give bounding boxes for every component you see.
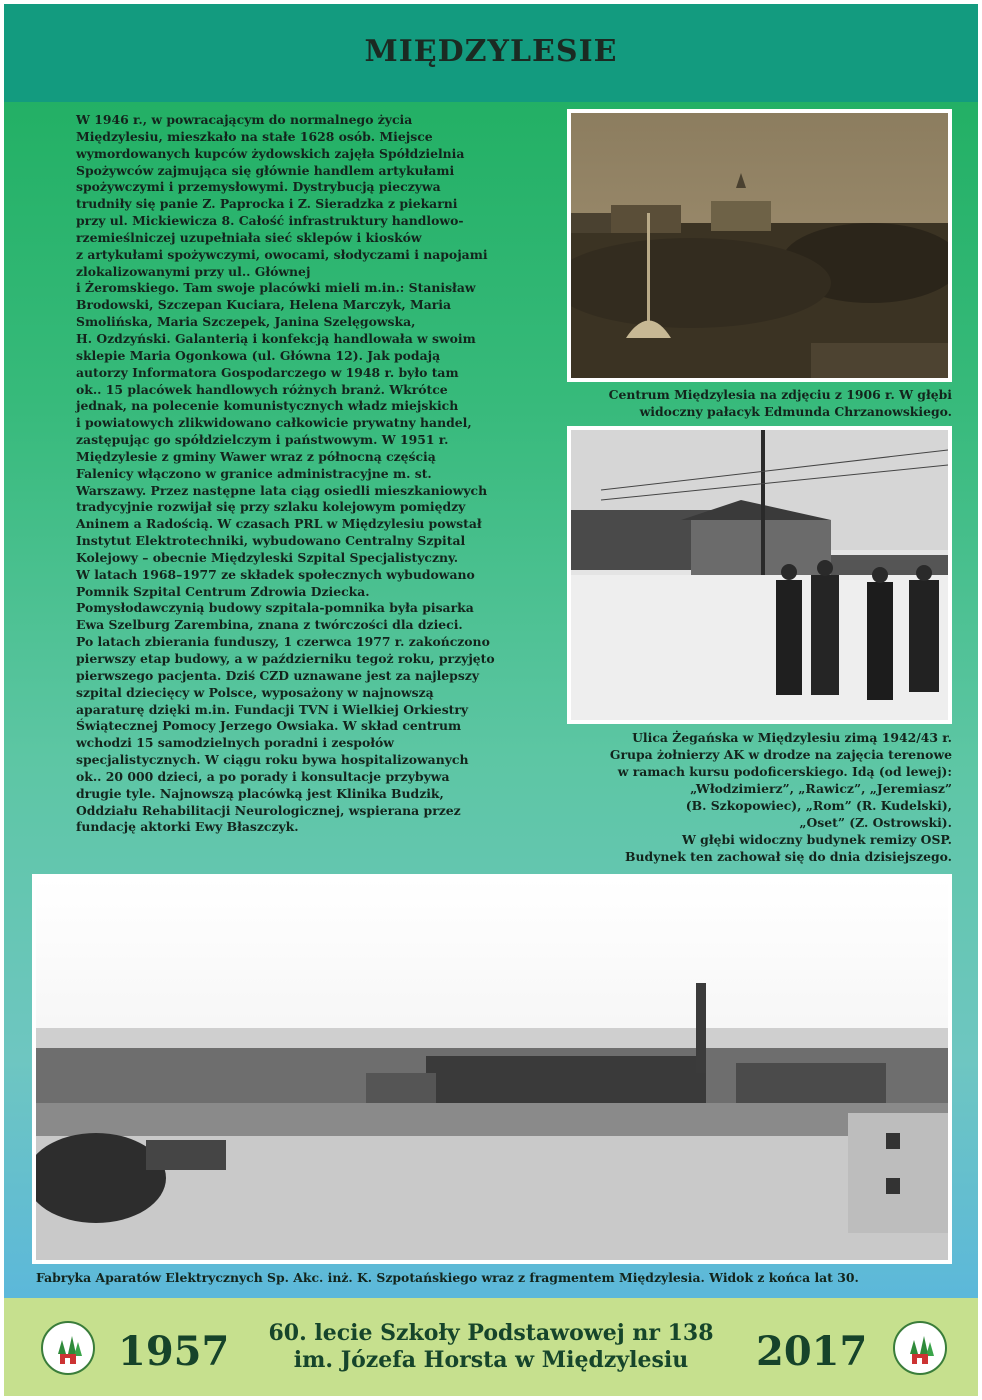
poster (4, 4, 978, 1396)
photo-zeganska-street-winter (567, 426, 952, 724)
photo-town-center-1906-image (571, 113, 948, 378)
page-title: MIĘDZYLESIE (364, 34, 618, 69)
caption-photo2: Ulica Żegańska w Międzylesiu zimą 1942/43 r. Grupa żołnierzy AK w drodze na zajęcia terenowe w ramach kursu podoficerskiego. Idą (od lewej): „Włodzimierz”, „Rawicz”, „Jeremiasz” (B. Szkopowiec), „Rom” (R. Kudelski), „Oset” (Z. Ostrowski). W głębi widoczny budynek remizy OSP. Budynek ten zachował się do dnia dzisiejszego. (609, 730, 952, 864)
year-founded: 1957 (118, 1328, 230, 1375)
caption-photo1: Centrum Międzylesia na zdjęciu z 1906 r. W głębi widoczny pałacyk Edmunda Chrzanowskiego. (608, 387, 952, 419)
year-anniversary: 2017 (756, 1328, 868, 1375)
school-logo-left (40, 1320, 96, 1376)
school-logo-icon (40, 1320, 96, 1376)
header-band (4, 4, 978, 102)
school-name (234, 1320, 748, 1374)
footer-band (4, 1298, 978, 1396)
caption-photo3: Fabryka Aparatów Elektrycznych Sp. Akc. inż. K. Szpotańskiego wraz z fragmentem Międzylesia. Widok z końca lat 30. (36, 1270, 859, 1285)
photo-factory-panorama-image (36, 878, 948, 1260)
school-logo-icon (892, 1320, 948, 1376)
photo-zeganska-street-winter-image (571, 430, 948, 720)
photo-factory-panorama (32, 874, 952, 1264)
school-name-line1: 60. lecie Szkoły Podstawowej nr 138 (268, 1320, 714, 1346)
photo-town-center-1906 (567, 109, 952, 382)
school-name-line2: im. Józefa Horsta w Międzylesiu (293, 1347, 689, 1373)
school-logo-right (892, 1320, 948, 1376)
history-text: W 1946 r., w powracającym do normalnego życia Międzylesiu, mieszkało na stałe 1628 osób. Miejsce wymordowanych kupców żydowskich zajęła Spółdzielnia Spożywców zajmująca się głównie handlem artykułami spożywczymi i przemysłowymi. Dystrybucją pieczywa trudniły się panie Z. Paprocka i Z. Sieradzka z piekarni przy ul. Mickiewicza 8. Całość infrastruktury handlowo- rzemieślniczej uzupełniała sieć sklepów i kiosków z artykułami spożywczymi, owocami, słodyczami i napojami zlokalizowanymi przy ul.. Głównej i Żeromskiego. Tam swoje placówki mieli m.in.: Stanisław Brodowski, Szczepan Kuciara, Helena Marczyk, Maria Smolińska, Maria Szczepek, Janina Szelęgowska, H. Ozdzyński. Galanterią i konfekcją handlowała w swoim sklepie Maria Ogonkowa (ul. Główna 12). Jak podają autorzy Informatora Gospodarczego w 1948 r. było tam ok.. 15 placówek handlowych różnych branż. Wkrótce jednak, na polecenie komunistycznych władz miejskich i powiatowych zlikwidowano całkowicie prywatny handel, zastępując go spółdzielczym i państwowym. W 1951 r. Międzylesie z gminy Wawer wraz z północną częścią Falenicy włączono w granice administracyjne m. st. Warszawy. Przez następne lata ciąg osiedli mieszkaniowych tradycyjnie rozwijał się przy szlaku kolejowym pomiędzy Aninem a Radością. W czasach PRL w Międzylesiu powstał Instytut Elektrotechniki, wybudowano Centralny Szpital Kolejowy – obecnie Międzyleski Szpital Specjalistyczny. W latach 1968–1977 ze składek społecznych wybudowano Pomnik Szpital Centrum Zdrowia Dziecka. Pomysłodawczynią budowy szpitala-pomnika była pisarka Ewa Szelburg Zarembina, znana z twórczości dla dzieci. Po latach zbierania funduszy, 1 czerwca 1977 r. zakończono pierwszy etap budowy, a w październiku tegoż roku, przyjęto pierwszego pacjenta. Dziś CZD uznawane jest za najlepszy szpital dziecięcy w Polsce, wyposażony w najnowszą aparaturę dzięki m.in. Fundacji TVN i Wielkiej Orkiestry Świątecznej Pomocy Jerzego Owsiaka. W skład centrum wchodzi 15 samodzielnych poradni i zespołów specjalistycznych. W ciągu roku bywa hospitalizowanych ok.. 20 000 dzieci, a po porady i konsultacje przybywa drugie tyle. Najnowszą placówką jest Klinika Budzik, Oddziału Rehabilitacji Neurologicznej, wspierana przez fundację aktorki Ewy Błaszczyk. (76, 112, 495, 835)
main-panel (4, 102, 978, 1298)
